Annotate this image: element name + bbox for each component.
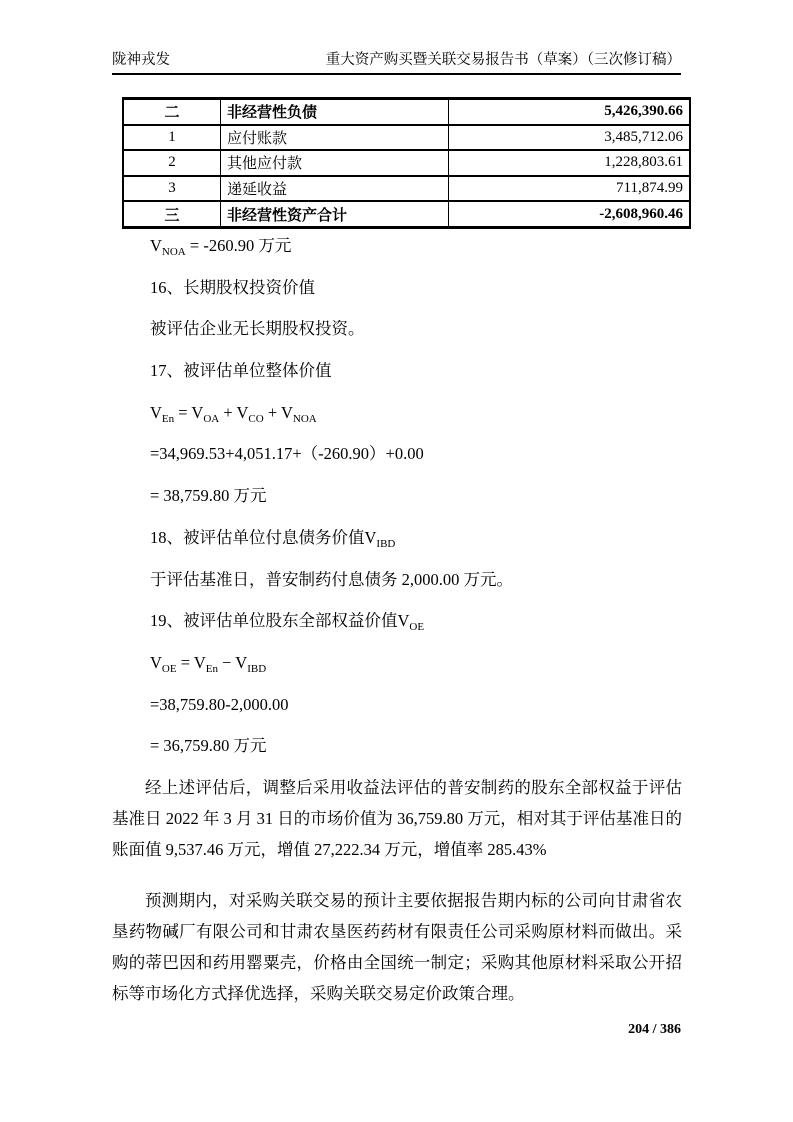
- table-cell-index: 二: [123, 99, 221, 125]
- formula-ven-step: [112, 444, 681, 464]
- table-cell-item: 递延收益: [221, 176, 449, 202]
- text-segment: = -260.90 万元: [185, 236, 292, 255]
- formula-subscript: IBD: [247, 662, 267, 675]
- table-cell-value: 3,485,712.06: [449, 125, 691, 151]
- page-header: [112, 48, 681, 75]
- formula-vnoa: [112, 236, 681, 256]
- text-segment: V: [150, 652, 162, 672]
- text-segment: 19、被评估单位股东全部权益价值V: [150, 611, 410, 631]
- table-cell-index: 3: [123, 176, 221, 202]
- text-segment: = 36,759.80 万元: [150, 736, 267, 756]
- table-cell-value: 1,228,803.61: [449, 150, 691, 176]
- formula-voe-result: [112, 736, 681, 756]
- body-content: [112, 236, 681, 778]
- text-segment: =38,759.80-2,000.00: [150, 694, 289, 714]
- page-number: 204 / 386: [628, 1022, 681, 1037]
- paragraph-procurement-forecast: 预测期内，对采购关联交易的预计主要依据报告期内标的公司向甘肃省农垦药物碱厂有限公司和甘肃农垦医药药材有限责任公司采购原材料而做出。采购的蒂巴因和药用罂粟壳，价格由全国统一制定；采购其他原材料采取公开招标等市场化方式择优选择，采购关联交易定价政策合理。: [112, 890, 682, 1004]
- section-heading-19: [112, 611, 681, 634]
- table-row: [123, 176, 690, 202]
- text-segment: 16、长期股权投资价值: [150, 277, 315, 297]
- formula-subscript: CO: [248, 412, 264, 425]
- table-cell-item: 非经营性负债: [221, 99, 449, 125]
- section-heading-18: [112, 528, 681, 548]
- formula-subscript: En: [161, 412, 175, 425]
- table-row: [123, 150, 690, 176]
- header-right-title: 重大资产购买暨关联交易报告书（草案）（三次修订稿）: [325, 52, 681, 68]
- text-segment: = V: [176, 652, 206, 672]
- section-heading-16: [112, 278, 681, 298]
- text-segment: + V: [263, 402, 293, 422]
- formula-subscript: NOA: [161, 246, 186, 258]
- text-segment: − V: [218, 652, 248, 672]
- table-row: [123, 201, 690, 227]
- text-segment: = 38,759.80 万元: [150, 486, 267, 506]
- non-operating-items-table: [122, 97, 691, 229]
- text-segment: + V: [219, 402, 249, 422]
- text-segment: =34,969.53+4,051.17+（-260.90）+0.00: [150, 444, 424, 464]
- page-footer: [628, 1022, 681, 1038]
- formula-subscript: OA: [203, 412, 220, 425]
- section-heading-17: [112, 361, 681, 381]
- table-cell-value: 5,426,390.66: [449, 99, 691, 125]
- formula-ven: [112, 403, 681, 423]
- table-cell-item: 非经营性资产合计: [221, 201, 449, 227]
- formula-voe-step: [112, 695, 681, 715]
- table-cell-index: 2: [123, 150, 221, 176]
- formula-subscript: NOA: [292, 412, 317, 425]
- formula-subscript: En: [205, 662, 219, 675]
- formula-voe: [112, 653, 681, 673]
- table-cell-item: 其他应付款: [221, 150, 449, 176]
- table-cell-value: 711,874.99: [449, 176, 691, 202]
- text-segment: V: [150, 236, 162, 255]
- text-segment: = V: [174, 402, 204, 422]
- table-row: [123, 125, 690, 151]
- text-segment: 17、被评估单位整体价值: [150, 361, 332, 381]
- table-cell-index: 三: [123, 201, 221, 227]
- table-body: [123, 99, 690, 228]
- sentence-ibd: [112, 570, 681, 590]
- text-segment: V: [150, 402, 162, 422]
- body-paragraphs: [112, 772, 682, 1009]
- text-segment: 于评估基准日，普安制药付息债务 2,000.00 万元。: [150, 569, 513, 589]
- formula-subscript: OE: [161, 662, 177, 675]
- text-segment: 18、被评估单位付息债务价值V: [150, 527, 377, 547]
- table-cell-index: 1: [123, 125, 221, 151]
- paragraph-valuation-conclusion: 经上述评估后，调整后采用收益法评估的普安制药的股东全部权益于评估基准日 2022 年 3 月 31 日的市场价值为 36,759.80 万元，相对其于评估基准日的账面值 9,537.46 万元，增值 27,222.34 万元，增值率 285.43%: [112, 778, 682, 860]
- header-left-title: 陇神戎发: [112, 52, 170, 68]
- formula-subscript: OE: [409, 621, 425, 634]
- sentence-no-lt-equity: [112, 319, 681, 339]
- table-cell-value: -2,608,960.46: [449, 201, 691, 227]
- table-row: [123, 99, 690, 125]
- table-cell-item: 应付账款: [221, 125, 449, 151]
- formula-ven-result: [112, 486, 681, 506]
- text-segment: 被评估企业无长期股权投资。: [150, 319, 365, 339]
- formula-subscript: IBD: [376, 537, 396, 550]
